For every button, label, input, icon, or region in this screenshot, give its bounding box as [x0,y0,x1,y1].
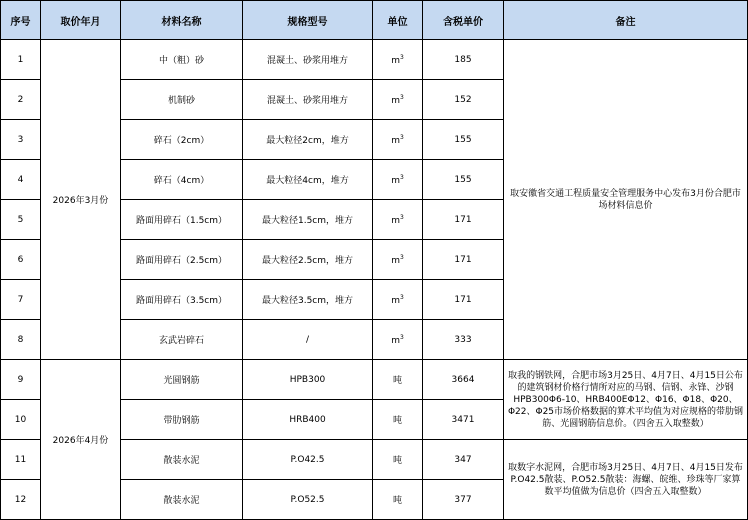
table-row [1,360,748,400]
row-no: 12 [1,480,41,520]
row-spec: 最大粒径3.5cm，堆方 [243,280,373,320]
table-row [1,40,748,80]
row-unit: 吨 [373,480,423,520]
row-no: 2 [1,80,41,120]
header-unit: 单位 [373,1,423,40]
header-note: 备注 [504,1,748,40]
row-unit: 吨 [373,400,423,440]
row-unit: 吨 [373,360,423,400]
row-price: 152 [423,80,504,120]
header-spec: 规格型号 [243,1,373,40]
row-unit: $m^3$ [373,160,423,200]
row-spec: 混凝土、砂浆用堆方 [243,40,373,80]
row-spec: 混凝土、砂浆用堆方 [243,80,373,120]
row-name: 碎石（4cm） [121,160,243,200]
row-price: 347 [423,440,504,480]
row-unit: $m^3$ [373,280,423,320]
row-name: 中（粗）砂 [121,40,243,80]
row-no: 9 [1,360,41,400]
header-row [1,1,748,40]
month-cell-march: 2026年3月份 [41,40,121,360]
row-spec: 最大粒径2cm，堆方 [243,120,373,160]
note-sand-stone: 取安徽省交通工程质量安全管理服务中心发布3月份合肥市场材料信息价 [504,40,748,360]
row-name: 路面用碎石（2.5cm） [121,240,243,280]
row-unit: 吨 [373,440,423,480]
row-price: 3664 [423,360,504,400]
header-month: 取价年月 [41,1,121,40]
header-price: 含税单价 [423,1,504,40]
row-unit: $m^3$ [373,320,423,360]
row-price: 333 [423,320,504,360]
row-unit: $m^3$ [373,80,423,120]
row-name: 玄武岩碎石 [121,320,243,360]
row-spec: 最大粒径2.5cm，堆方 [243,240,373,280]
row-spec: / [243,320,373,360]
row-price: 3471 [423,400,504,440]
row-unit: $m^3$ [373,120,423,160]
row-unit: $m^3$ [373,240,423,280]
header-no: 序号 [1,1,41,40]
row-name: 路面用碎石（1.5cm） [121,200,243,240]
row-no: 11 [1,440,41,480]
row-no: 5 [1,200,41,240]
note-cement: 取数字水泥网，合肥市场3月25日、4月7日、4月15日发布P.O42.5散装、P.O52.5散装：海螺、皖维、珍珠等厂家算数平均值做为信息价（四舍五入取整数） [504,440,748,520]
row-name: 光圆钢筋 [121,360,243,400]
header-name: 材料名称 [121,1,243,40]
row-no: 6 [1,240,41,280]
row-unit: $m^3$ [373,40,423,80]
row-name: 机制砂 [121,80,243,120]
row-no: 10 [1,400,41,440]
row-spec: 最大粒径4cm，堆方 [243,160,373,200]
row-no: 4 [1,160,41,200]
row-no: 3 [1,120,41,160]
row-name: 带肋钢筋 [121,400,243,440]
row-spec: HPB300 [243,360,373,400]
row-name: 碎石（2cm） [121,120,243,160]
row-name: 散装水泥 [121,480,243,520]
row-spec: P.O52.5 [243,480,373,520]
row-name: 散装水泥 [121,440,243,480]
row-price: 171 [423,280,504,320]
row-price: 155 [423,160,504,200]
row-price: 155 [423,120,504,160]
row-spec: P.O42.5 [243,440,373,480]
row-spec: 最大粒径1.5cm，堆方 [243,200,373,240]
row-price: 171 [423,240,504,280]
row-price: 171 [423,200,504,240]
row-unit: $m^3$ [373,200,423,240]
row-price: 185 [423,40,504,80]
row-no: 7 [1,280,41,320]
row-name: 路面用碎石（3.5cm） [121,280,243,320]
row-no: 8 [1,320,41,360]
row-price: 377 [423,480,504,520]
note-steel: 取我的钢铁网，合肥市场3月25日、4月7日、4月15日公布的建筑钢材价格行情所对应的马钢、信钢、永锋、沙钢HPB300Φ6-10、HRB400EΦ12、Φ16、Φ18、Φ20、Φ22、Φ25市场价格数据的算术平均值为对应规格的带肋钢筋、光圆钢筋信息价。（四舍五入取整数） [504,360,748,440]
row-spec: HRB400 [243,400,373,440]
month-cell-april: 2026年4月份 [41,360,121,520]
row-no: 1 [1,40,41,80]
